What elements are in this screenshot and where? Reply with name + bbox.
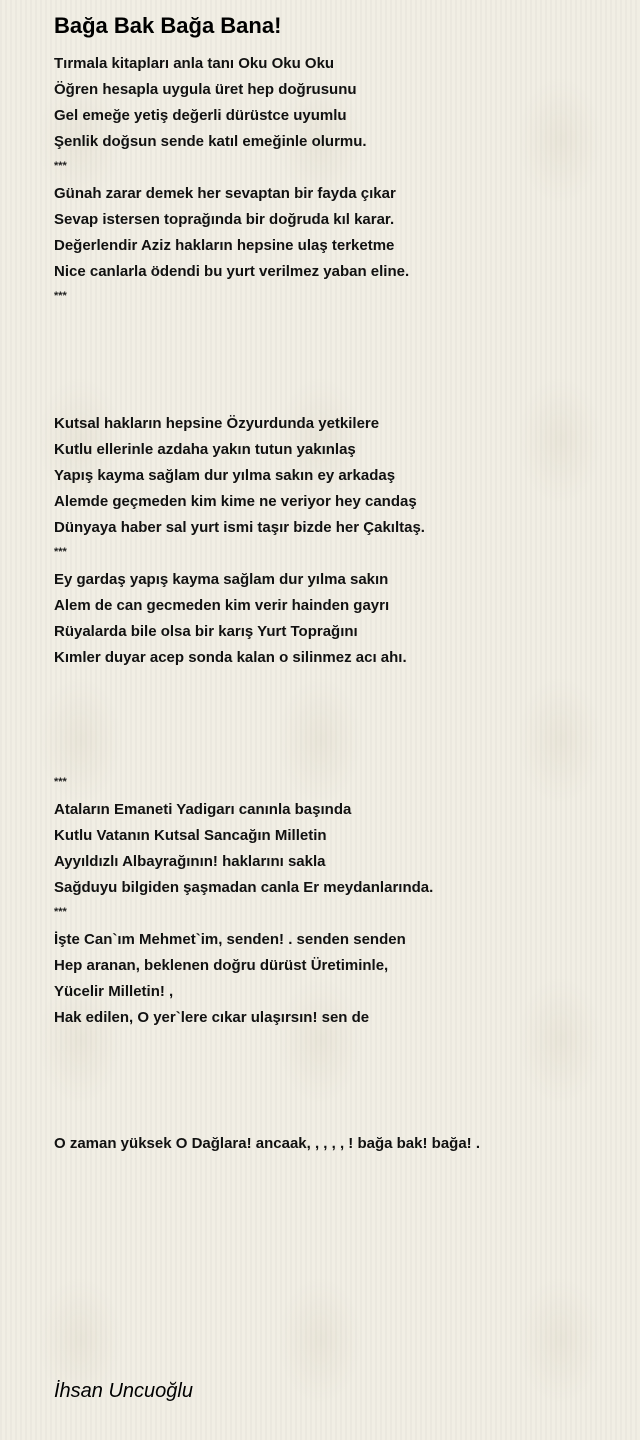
stanza-separator: *** bbox=[54, 906, 67, 918]
poem-line: Kımler duyar acep sonda kalan o silinmez acı ahı. bbox=[54, 649, 407, 666]
poem-line: Dünyaya haber sal yurt ismi taşır bizde her Çakıltaş. bbox=[54, 519, 425, 536]
poem-title: Bağa Bak Bağa Bana! bbox=[54, 13, 282, 38]
poem-line: Tırmala kitapları anla tanı Oku Oku Oku bbox=[54, 55, 335, 72]
poem-line: Ey gardaş yapış kayma sağlam dur yılma sakın bbox=[54, 571, 389, 588]
poem-line: Ataların Emaneti Yadigarı canınla başında bbox=[54, 801, 352, 818]
poem-line: Alemde geçmeden kim kime ne veriyor hey candaş bbox=[54, 493, 417, 510]
poem-line: Öğren hesapla uygula üret hep doğrusunu bbox=[54, 81, 357, 98]
poem-line: Kutlu ellerinle azdaha yakın tutun yakınlaş bbox=[54, 441, 356, 458]
poem-line: Şenlik doğsun sende katıl emeğinle olurmu. bbox=[54, 133, 367, 150]
poem-line: Sevap istersen toprağında bir doğruda kıl karar. bbox=[54, 211, 395, 228]
poem-line: Yücelir Milletin! , bbox=[54, 983, 174, 1000]
poem-line: Alem de can gecmeden kim verir hainden gayrı bbox=[54, 597, 390, 614]
poem-line: Ayyıldızlı Albayrağının! haklarını sakla bbox=[54, 853, 326, 870]
poem-line: Rüyalarda bile olsa bir karış Yurt Toprağını bbox=[54, 623, 358, 640]
stanza-separator: *** bbox=[54, 160, 67, 172]
poem-line: Nice canlarla ödendi bu yurt verilmez yaban eline. bbox=[54, 263, 410, 280]
author-name: İhsan Uncuoğlu bbox=[54, 1380, 193, 1402]
poem-line: Sağduyu bilgiden şaşmadan canla Er meydanlarında. bbox=[54, 879, 434, 896]
poem-line: Hak edilen, O yer`lere cıkar ulaşırsın! sen de bbox=[54, 1009, 370, 1026]
poem-line: Kutsal hakların hepsine Özyurdunda yetkilere bbox=[54, 415, 380, 432]
poem-line: Kutlu Vatanın Kutsal Sancağın Milletin bbox=[54, 827, 327, 844]
poem-line: Yapış kayma sağlam dur yılma sakın ey arkadaş bbox=[54, 467, 396, 484]
poem-line: İşte Can`ım Mehmet`im, senden! . senden senden bbox=[54, 931, 406, 948]
stanza-separator: *** bbox=[54, 546, 67, 558]
poem-line: Değerlendir Aziz hakların hepsine ulaş terketme bbox=[54, 237, 395, 254]
poem-line: Gel emeğe yetiş değerli dürüstce uyumlu bbox=[54, 107, 347, 124]
stanza-separator: *** bbox=[54, 776, 67, 788]
poem-line: O zaman yüksek O Dağlara! ancaak, , , , , ! bağa bak! bağa! . bbox=[54, 1135, 480, 1152]
poem-line: Günah zarar demek her sevaptan bir fayda çıkar bbox=[54, 185, 396, 202]
stanza-separator: *** bbox=[54, 290, 67, 302]
poem-line: Hep aranan, beklenen doğru dürüst Üretiminle, bbox=[54, 957, 389, 974]
